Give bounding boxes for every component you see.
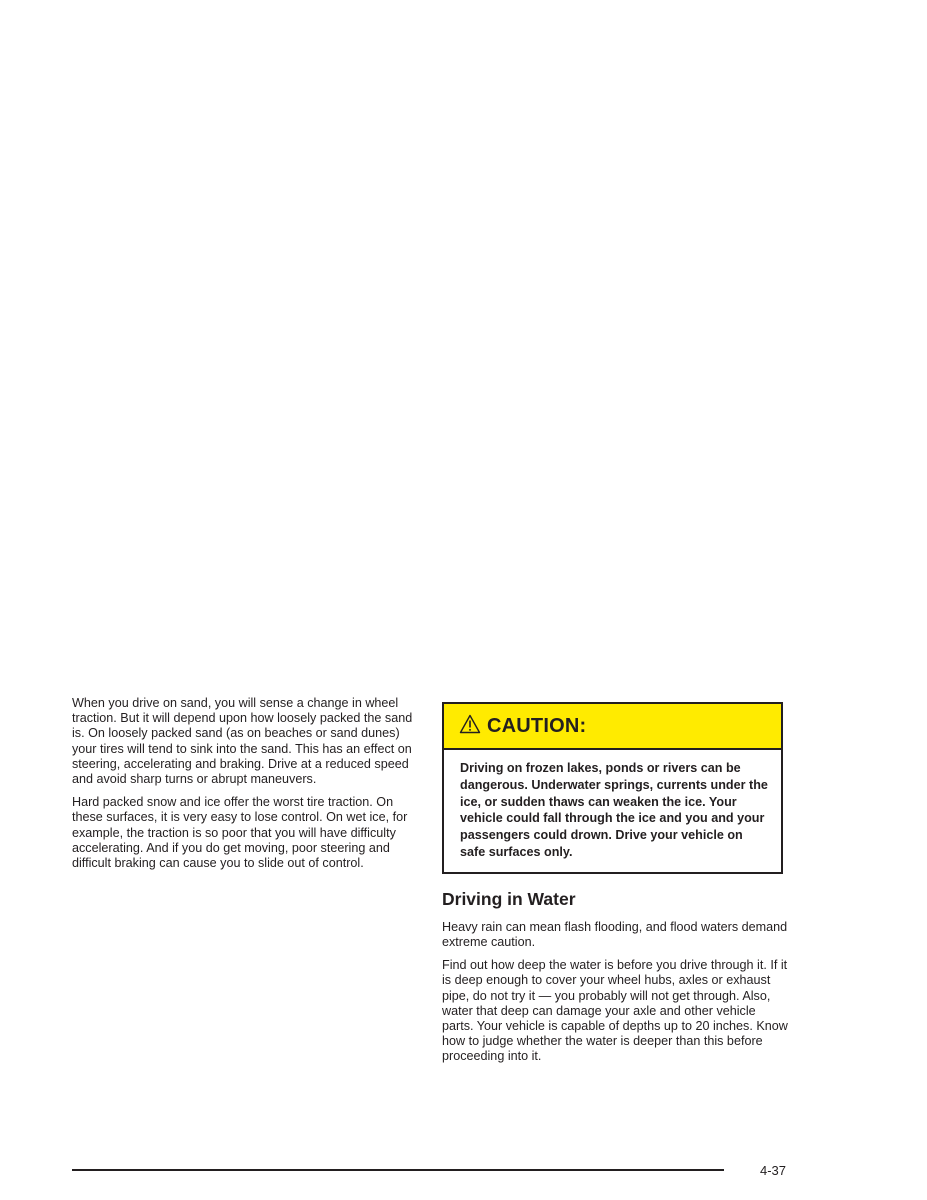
sand-driving-paragraph: When you drive on sand, you will sense a change in wheel traction. But it will depend upon how loosely packed the sand is. On loosely packed sand (as on beaches or sand dunes) your tires will tend to sink into the sand. This has an effect on steering, accelerating and braking. Drive at a reduced speed and avoid sharp turns or abrupt maneuvers.: [72, 696, 413, 787]
driving-in-water-heading: Driving in Water: [442, 888, 576, 909]
left-column: [72, 696, 420, 879]
caution-title: CAUTION:: [487, 714, 587, 737]
snow-ice-paragraph: Hard packed snow and ice offer the worst tire traction. On these surfaces, it is very easy to lose control. On wet ice, for example, the traction is so poor that you will have difficulty accelerating. And if you do get moving, poor steering and difficult braking can cause you to slide out of control.: [72, 795, 408, 871]
caution-text: Driving on frozen lakes, ponds or rivers can be dangerous. Underwater springs, currents under the ice, or sudden thaws can weaken the ice. Your vehicle could fall through the ice and you and your passengers could drown. Drive your vehicle on safe surfaces only.: [460, 761, 768, 859]
warning-triangle-icon: [459, 714, 481, 734]
footer-rule: [72, 1169, 724, 1171]
caution-box: [442, 702, 783, 874]
right-column: [442, 702, 788, 1073]
flooding-paragraph: Heavy rain can mean flash flooding, and flood waters demand extreme caution.: [442, 919, 788, 949]
caution-header: [444, 704, 781, 750]
page-number: 4-37: [760, 1163, 787, 1178]
water-depth-paragraph: Find out how deep the water is before you drive through it. If it is deep enough to cover your wheel hubs, axles or exhaust pipe, do not try it — you probably will not get through. Also, water that deep can damage your axle and other vehicle parts. Your vehicle is capable of depths up to 20 inches. Know how to judge whether the water is deeper than this before proceeding into it.: [442, 958, 788, 1064]
